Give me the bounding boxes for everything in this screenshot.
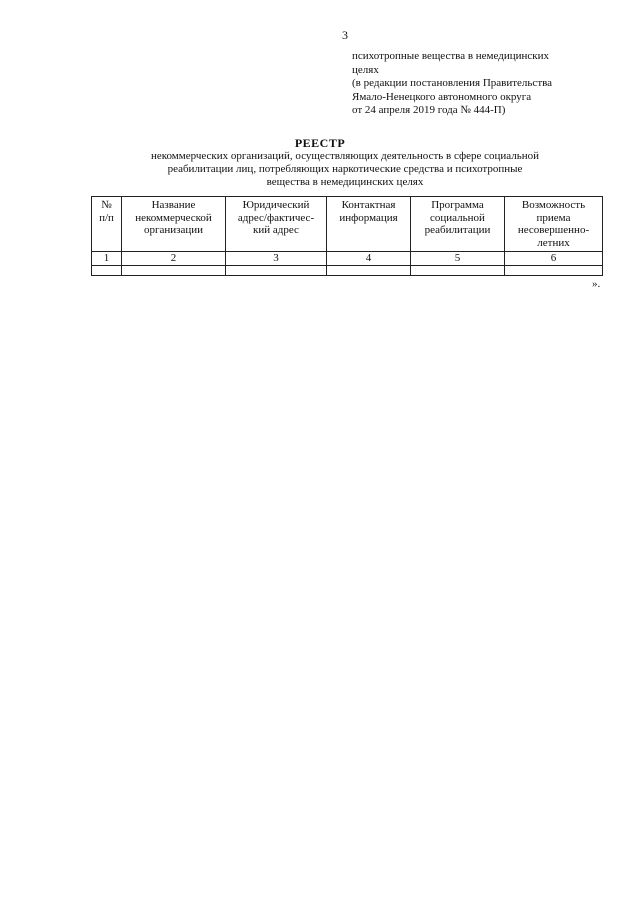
document-title: РЕЕСТР bbox=[294, 136, 346, 150]
document-subtitle bbox=[110, 150, 580, 189]
header-note-line: от 24 апреля 2019 года № 444-П) bbox=[352, 104, 506, 116]
column-number-cell: 4 bbox=[327, 252, 411, 266]
header-cell-organization-name: Название некоммерческой организации bbox=[122, 197, 226, 252]
empty-cell bbox=[226, 265, 327, 275]
column-number-row bbox=[92, 252, 603, 266]
closing-quote-mark: ». bbox=[592, 278, 601, 290]
header-note-line: целях bbox=[352, 63, 379, 76]
header-note bbox=[352, 50, 612, 118]
empty-cell bbox=[92, 265, 122, 275]
subtitle-line: реабилитации лиц, потребляющих наркотические средства и психотропные bbox=[167, 163, 523, 175]
header-note-line: (в редакции постановления Правительства bbox=[352, 77, 553, 89]
header-cell-contact-info: Контактная информация bbox=[327, 197, 411, 252]
empty-cell bbox=[505, 265, 603, 275]
header-note-line: Ямало-Ненецкого автономного округа bbox=[352, 90, 532, 103]
column-number-cell: 5 bbox=[411, 252, 505, 266]
empty-table-row bbox=[92, 265, 603, 275]
header-cell-minors-admission: Возможность приема несовершенно- летних bbox=[505, 197, 603, 252]
header-cell-rehab-program: Программа социальной реабилитации bbox=[411, 197, 505, 252]
table-header-row bbox=[92, 197, 603, 252]
registry-table bbox=[91, 196, 603, 276]
subtitle-line: некоммерческих организаций, осуществляющих деятельность в сфере социальной bbox=[150, 150, 540, 162]
empty-cell bbox=[122, 265, 226, 275]
column-number-cell: 6 bbox=[505, 252, 603, 266]
header-cell-address: Юридический адрес/фактичес- кий адрес bbox=[226, 197, 327, 252]
empty-cell bbox=[327, 265, 411, 275]
column-number-cell: 2 bbox=[122, 252, 226, 266]
empty-cell bbox=[411, 265, 505, 275]
column-number-cell: 1 bbox=[92, 252, 122, 266]
header-cell-number: № п/п bbox=[92, 197, 122, 252]
column-number-cell: 3 bbox=[226, 252, 327, 266]
header-note-line: психотропные вещества в немедицинских bbox=[352, 50, 550, 62]
page-number: 3 bbox=[342, 28, 348, 42]
subtitle-line: вещества в немедицинских целях bbox=[266, 176, 424, 188]
